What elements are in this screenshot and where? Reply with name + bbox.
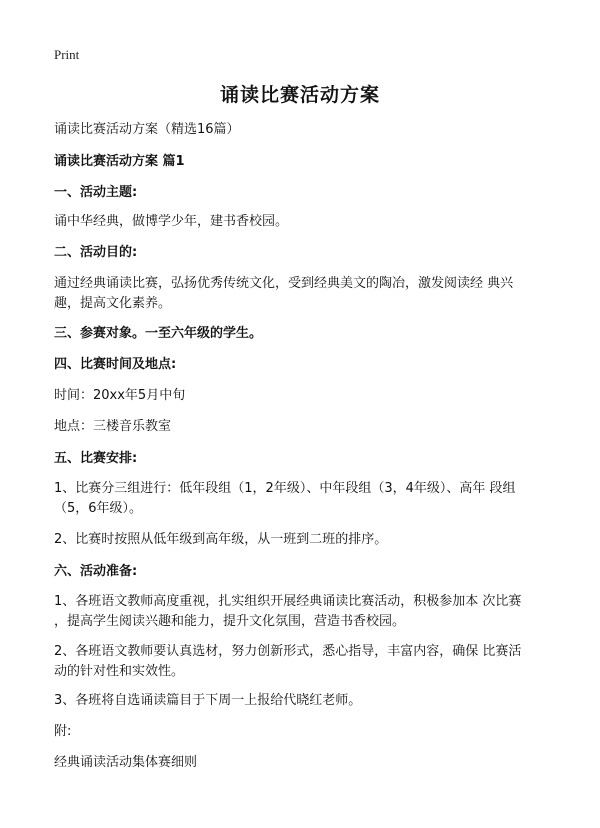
preparation-item-2-line2: 动的针对性和实效性。 [54,664,185,679]
print-label: Print [54,47,80,62]
appendix-title: 经典诵读活动集体赛细则 [54,755,198,770]
arrangement-item-1-line1: 1、比赛分三组进行：低年段组（1，2年级）、中年段组（3，4年级）、高年 段组 [54,481,516,496]
preparation-item-1-line1: 1、各班语文教师高度重视，扎实组织开展经典诵读比赛活动，积极参加本 次比赛 [54,594,522,609]
time-place-heading: 四、比赛时间及地点: [54,357,177,372]
arrangement-item-1-line2: （5，6年级）。 [54,501,143,516]
preparation-item-1-line2: ，提高学生阅读兴趣和能力，提升文化氛围，营造书香校园。 [54,614,406,629]
document-title: 诵读比赛活动方案 [219,84,380,106]
preparation-item-2-line1: 2、各班语文教师要认真选材，努力创新形式，悉心指导，丰富内容，确保 比赛活 [54,644,522,659]
theme-heading: 一、活动主题: [54,185,138,200]
document-subtitle: 诵读比赛活动方案（精选16篇） [54,122,240,137]
time-text: 时间：20xx年5月中旬 [54,388,186,403]
purpose-text-line2: 趣，提高文化素养。 [54,296,172,311]
theme-text: 诵中华经典，做博学少年，建书香校园。 [54,214,289,229]
arrangement-heading: 五、比赛安排: [54,451,138,466]
appendix-label: 附: [54,724,72,739]
purpose-text-line1: 通过经典诵读比赛，弘扬优秀传统文化，受到经典美文的陶冶，激发阅读经 典兴 [54,276,514,291]
place-text: 地点：三楼音乐教室 [54,419,172,434]
preparation-item-3: 3、各班将自选诵读篇目于下周一上报给代晓红老师。 [54,693,362,708]
preparation-heading: 六、活动准备: [54,564,138,579]
chapter-heading: 诵读比赛活动方案 篇1 [54,154,185,169]
purpose-heading: 二、活动目的: [54,245,138,260]
participants-heading: 三、参赛对象。一至六年级的学生。 [54,326,263,341]
arrangement-item-2: 2、比赛时按照从低年级到高年级，从一班到二班的排序。 [54,532,388,547]
